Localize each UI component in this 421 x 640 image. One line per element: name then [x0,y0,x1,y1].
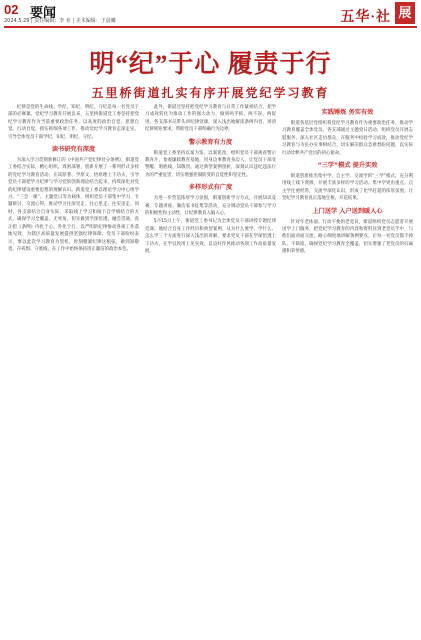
article-paragraph: 为深入学习贯彻新修订的《中国共产党纪律处分条例》，街道党工委结合实际，精心组织、周密部署，创新开展了一系列形式多样的党纪学习教育活动。在读原著、学原文、悟原理上下功夫，引导党员干部把学习纪律与学习党的创新理论结合起来，持续深化对党的纪律建设重要思想的理解认识。街道党工委以理论学习中心组学习、“三会一课”、主题党日等为载体，组织党员干部集中学习、专题研讨、交流心得，推动学习往深里走、往心里走、往实里走。同时，各支部结合自身实际，采取线上学习和线下自学相结合的方式，确保学习全覆盖、无死角，切实做到学深悟透、融会贯通，真正把《条例》内化于心、外化于行，以严明的纪律推动各项工作落地见效，为辖区高质量发展提供坚强纪律保障。党员干部纷纷表示，要以此次学习教育为契机，时刻绷紧纪律这根弦，做到知敬畏、存戒惧、守底线，在工作中始终保持清正廉洁的政治本色。 [8,158,139,252]
section-subheading: 多样形式有广度 [188,184,233,192]
issue-meta: 2024.5.29 | 责任编辑：李 亚 | 美术编辑：王晨曦 [4,18,116,24]
section-subheading: 读书研究有深度 [51,146,96,154]
section-subheading: 上门送学 入户送到暖人心 [312,207,383,215]
article-paragraph: 街道党工委坚持以案为鉴、以案促改，组织党员干部观看警示教育片、参观廉政教育基地，用身边事教育身边人，让党员干部受警醒、明底线、知敬畏。通过典型案例剖析，深刻认识违纪违法行为的严重危害，切实增强拒腐防变的自觉性和坚定性。 [145,150,276,178]
article-paragraph: 街道各基层党组织将党纪学习教育作为重要政治任务，推动学习教育覆盖全体党员。各支部通过主题党日活动，组织党员开展志愿服务，深入社区走访群众，在服务中检验学习成效，推动党纪学习教育与为民办实事相结合，切实解决群众急难愁盼问题，以实际行动诠释共产党员的初心使命。 [282,121,413,156]
section-subheading: “三学”模式 提升实效 [317,162,378,170]
section-name: 要闻 [30,5,57,20]
article-paragraph: 为进一步营造浓厚学习氛围，街道创新学习方式，开展知识竞赛、专题讲座、廉洁家书征集等活动，充分调动党员干部参与学习的积极性和主动性，让纪律教育入脑入心。 [145,196,276,217]
section-subheading: 实践锤炼 务实有效 [321,109,374,116]
section-subheading: 警示教育有力度 [188,138,233,146]
article-paragraph: 街道创新推出集中学、自主学、交流学的“三学”模式，充分利用线上线下资源，开展丰富多样的学习活动。集中学突出重点，自主学注重经常，交流学深化认识，形成了比学赶超的浓厚氛围，让党纪学习教育真正落地生根、开花结果。 [282,174,413,202]
article-paragraph: 此外，街道还坚持把党纪学习教育与日常工作紧密结合，把学习成效转化为推动工作的强大动力，做到两手抓、两不误、两促进。各支部书记带头讲纪律党课，深入浅出地解读条例内容，讲清纪律规矩要求，帮助党员干部明确行为边界。 [145,105,276,133]
masthead [0,0,421,28]
newspaper-brand: 五华·社 [340,10,391,25]
article-subheadline: 五里桥街道扎实有序开展党纪学习教育 [91,86,330,100]
article-column [8,104,139,634]
article-paragraph: 针对年老体弱、行动不便的老党员，街道组织党员志愿者开展送学上门服务，把党纪学习教育的内容和资料送到老党员手中，与他们面对面交流，耐心细致地讲解条例要点，让每一名党员都不掉队、不缺席，确保党纪学习教育全覆盖，切实增强了老党员的归属感和荣誉感。 [282,219,413,255]
article-column [282,104,413,634]
article-headline: 明“纪”于心 履责于行 [89,51,332,78]
article-paragraph: 5月15日上午，街道党工委书记为全体党员干部讲授专题纪律党课。他结合自身工作经历和典型案例，从为什么要学、学什么、怎么学三个方面进行深入浅出的讲解，要求党员干部在学深悟透上下功夫，在学以致用上见实效，以良好作风推动各项工作高质量发展。 [145,219,276,255]
page-number: 02 [4,2,19,17]
article-column [145,104,276,634]
brand-badge: 展 [395,2,415,24]
article-body [8,104,413,634]
article-paragraph: 纪律是党的生命线。学纪、知纪、明纪、守纪是每一名党员干部的必修课。党纪学习教育开展以来，五里桥街道党工委坚持把党纪学习教育作为当前重要政治任务，以高度的政治自觉、思想自觉、行动自觉，抓实抓细各项工作，推动党纪学习教育走深走实，引导全体党员干部学纪、知纪、明纪、守纪。 [8,105,139,140]
masthead-rule [4,26,417,28]
